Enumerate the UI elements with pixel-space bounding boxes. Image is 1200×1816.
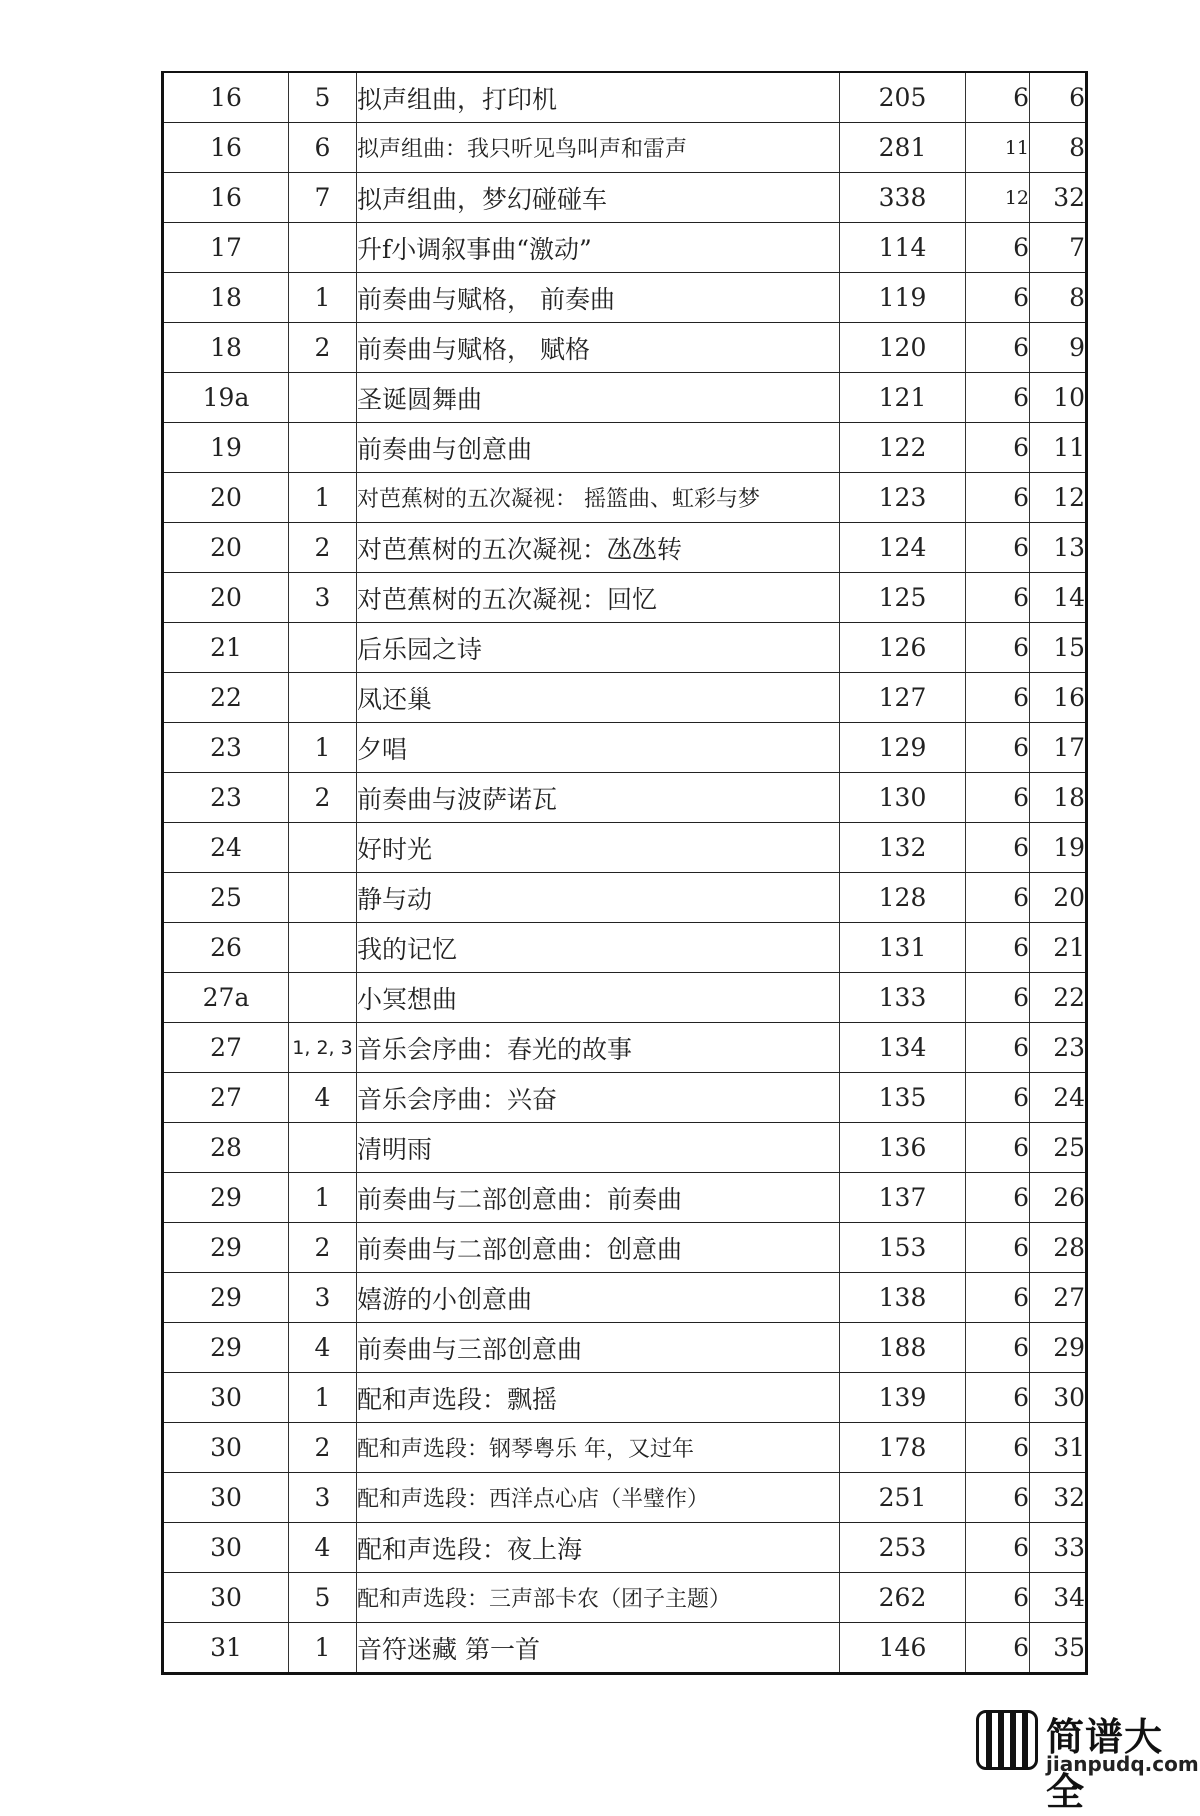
piece-number-cell	[289, 973, 357, 1023]
piece-number-cell	[289, 873, 357, 923]
count-cell: 6	[966, 1273, 1030, 1323]
opus-number-cell: 31	[163, 1623, 289, 1674]
opus-number-cell: 29	[163, 1273, 289, 1323]
table-row	[163, 423, 1087, 473]
page-number-cell: 15	[1030, 623, 1087, 673]
opus-number-cell: 17	[163, 223, 289, 273]
title-cell: 前奏曲与赋格， 前奏曲	[357, 273, 840, 323]
opus-number-cell: 24	[163, 823, 289, 873]
table-row	[163, 123, 1087, 173]
count-cell: 11	[966, 123, 1030, 173]
opus-number-cell: 27	[163, 1073, 289, 1123]
page-number-cell: 25	[1030, 1123, 1087, 1173]
piece-number-cell	[289, 623, 357, 673]
piece-number-cell: 4	[289, 1073, 357, 1123]
table-row	[163, 223, 1087, 273]
count-cell: 6	[966, 273, 1030, 323]
catalog-id-cell: 135	[840, 1073, 966, 1123]
title-cell: 拟声组曲，梦幻碰碰车	[357, 173, 840, 223]
piece-number-cell	[289, 823, 357, 873]
catalog-id-cell: 132	[840, 823, 966, 873]
page-number-cell: 22	[1030, 973, 1087, 1023]
opus-number-cell: 28	[163, 1123, 289, 1173]
title-cell: 前奏曲与三部创意曲	[357, 1323, 840, 1373]
title-cell: 对芭蕉树的五次凝视： 摇篮曲、虹彩与梦	[357, 473, 840, 523]
page-number-cell: 35	[1030, 1623, 1087, 1674]
piece-number-cell: 3	[289, 573, 357, 623]
piano-keys-icon	[976, 1710, 1038, 1770]
table-row	[163, 1023, 1087, 1073]
catalog-sheet	[161, 71, 1088, 1675]
title-cell: 音乐会序曲：兴奋	[357, 1073, 840, 1123]
catalog-id-cell: 131	[840, 923, 966, 973]
opus-number-cell: 27a	[163, 973, 289, 1023]
catalog-id-cell: 126	[840, 623, 966, 673]
opus-number-cell: 30	[163, 1423, 289, 1473]
opus-number-cell: 30	[163, 1573, 289, 1623]
piece-number-cell: 3	[289, 1273, 357, 1323]
table-row	[163, 1523, 1087, 1573]
page-number-cell: 13	[1030, 523, 1087, 573]
catalog-id-cell: 114	[840, 223, 966, 273]
catalog-id-cell: 123	[840, 473, 966, 523]
page-number-cell: 24	[1030, 1073, 1087, 1123]
table-row	[163, 1223, 1087, 1273]
title-cell: 圣诞圆舞曲	[357, 373, 840, 423]
title-cell: 前奏曲与创意曲	[357, 423, 840, 473]
table-row	[163, 1073, 1087, 1123]
catalog-id-cell: 134	[840, 1023, 966, 1073]
title-cell: 音乐会序曲：春光的故事	[357, 1023, 840, 1073]
piece-number-cell: 5	[289, 72, 357, 123]
count-cell: 6	[966, 873, 1030, 923]
piece-number-cell: 1, 2, 3	[289, 1023, 357, 1073]
catalog-id-cell: 251	[840, 1473, 966, 1523]
catalog-id-cell: 188	[840, 1323, 966, 1373]
piece-number-cell	[289, 923, 357, 973]
title-cell: 清明雨	[357, 1123, 840, 1173]
title-cell: 前奏曲与二部创意曲：创意曲	[357, 1223, 840, 1273]
count-cell: 6	[966, 1423, 1030, 1473]
opus-number-cell: 19a	[163, 373, 289, 423]
page-number-cell: 7	[1030, 223, 1087, 273]
piece-number-cell: 2	[289, 523, 357, 573]
table-row	[163, 323, 1087, 373]
count-cell: 6	[966, 623, 1030, 673]
opus-number-cell: 20	[163, 473, 289, 523]
page-number-cell: 29	[1030, 1323, 1087, 1373]
catalog-rows	[163, 72, 1087, 1674]
title-cell: 我的记忆	[357, 923, 840, 973]
table-row	[163, 173, 1087, 223]
watermark-name: 简谱大全	[1046, 1715, 1164, 1814]
page-number-cell: 8	[1030, 123, 1087, 173]
opus-number-cell: 19	[163, 423, 289, 473]
opus-number-cell: 22	[163, 673, 289, 723]
catalog-id-cell: 133	[840, 973, 966, 1023]
opus-number-cell: 30	[163, 1473, 289, 1523]
page-number-cell: 27	[1030, 1273, 1087, 1323]
page-number-cell: 26	[1030, 1173, 1087, 1223]
piece-number-cell: 7	[289, 173, 357, 223]
catalog-id-cell: 153	[840, 1223, 966, 1273]
title-cell: 夕唱	[357, 723, 840, 773]
piece-number-cell	[289, 673, 357, 723]
title-cell: 配和声选段：钢琴粤乐 年，又过年	[357, 1423, 840, 1473]
page-number-cell: 14	[1030, 573, 1087, 623]
piece-number-cell	[289, 373, 357, 423]
opus-number-cell: 20	[163, 573, 289, 623]
table-row	[163, 1623, 1087, 1674]
piece-number-cell: 2	[289, 1423, 357, 1473]
table-row	[163, 1173, 1087, 1223]
watermark-logo	[976, 1706, 1199, 1814]
opus-number-cell: 25	[163, 873, 289, 923]
count-cell: 6	[966, 1173, 1030, 1223]
catalog-id-cell: 146	[840, 1623, 966, 1674]
opus-number-cell: 30	[163, 1523, 289, 1573]
page-number-cell: 20	[1030, 873, 1087, 923]
page-number-cell: 31	[1030, 1423, 1087, 1473]
catalog-id-cell: 124	[840, 523, 966, 573]
count-cell: 6	[966, 423, 1030, 473]
title-cell: 配和声选段：夜上海	[357, 1523, 840, 1573]
page-number-cell: 16	[1030, 673, 1087, 723]
table-row	[163, 1573, 1087, 1623]
opus-number-cell: 30	[163, 1373, 289, 1423]
count-cell: 6	[966, 373, 1030, 423]
catalog-id-cell: 130	[840, 773, 966, 823]
count-cell: 6	[966, 673, 1030, 723]
table-row	[163, 723, 1087, 773]
page-number-cell: 23	[1030, 1023, 1087, 1073]
catalog-id-cell: 128	[840, 873, 966, 923]
title-cell: 前奏曲与二部创意曲：前奏曲	[357, 1173, 840, 1223]
count-cell: 6	[966, 523, 1030, 573]
table-row	[163, 823, 1087, 873]
page-number-cell: 28	[1030, 1223, 1087, 1273]
count-cell: 6	[966, 573, 1030, 623]
title-cell: 音符迷藏 第一首	[357, 1623, 840, 1674]
table-row	[163, 773, 1087, 823]
table-row	[163, 1373, 1087, 1423]
title-cell: 前奏曲与赋格， 赋格	[357, 323, 840, 373]
table-row	[163, 1273, 1087, 1323]
catalog-id-cell: 253	[840, 1523, 966, 1573]
opus-number-cell: 23	[163, 723, 289, 773]
page-number-cell: 30	[1030, 1373, 1087, 1423]
opus-number-cell: 18	[163, 323, 289, 373]
table-row	[163, 1473, 1087, 1523]
page-number-cell: 12	[1030, 473, 1087, 523]
table-row	[163, 373, 1087, 423]
page-number-cell: 19	[1030, 823, 1087, 873]
piece-number-cell: 1	[289, 723, 357, 773]
title-cell: 前奏曲与波萨诺瓦	[357, 773, 840, 823]
count-cell: 6	[966, 823, 1030, 873]
page-number-cell: 33	[1030, 1523, 1087, 1573]
title-cell: 配和声选段：飘摇	[357, 1373, 840, 1423]
title-cell: 拟声组曲，打印机	[357, 72, 840, 123]
title-cell: 静与动	[357, 873, 840, 923]
table-row	[163, 873, 1087, 923]
page-number-cell: 11	[1030, 423, 1087, 473]
table-row	[163, 1423, 1087, 1473]
count-cell: 6	[966, 1023, 1030, 1073]
count-cell: 6	[966, 1373, 1030, 1423]
page-number-cell: 32	[1030, 173, 1087, 223]
opus-number-cell: 23	[163, 773, 289, 823]
title-cell: 好时光	[357, 823, 840, 873]
count-cell: 6	[966, 1473, 1030, 1523]
count-cell: 6	[966, 473, 1030, 523]
page-number-cell: 8	[1030, 273, 1087, 323]
opus-number-cell: 29	[163, 1223, 289, 1273]
table-row	[163, 573, 1087, 623]
piece-number-cell: 2	[289, 323, 357, 373]
count-cell: 6	[966, 1323, 1030, 1373]
table-row	[163, 273, 1087, 323]
piece-number-cell: 3	[289, 1473, 357, 1523]
piece-number-cell: 4	[289, 1323, 357, 1373]
piece-number-cell: 1	[289, 1623, 357, 1674]
opus-number-cell: 29	[163, 1173, 289, 1223]
count-cell: 6	[966, 1623, 1030, 1674]
count-cell: 6	[966, 223, 1030, 273]
piece-number-cell: 2	[289, 1223, 357, 1273]
table-row	[163, 1123, 1087, 1173]
title-cell: 小冥想曲	[357, 973, 840, 1023]
piece-number-cell: 2	[289, 773, 357, 823]
page-number-cell: 34	[1030, 1573, 1087, 1623]
count-cell: 6	[966, 1223, 1030, 1273]
page-number-cell: 9	[1030, 323, 1087, 373]
count-cell: 12	[966, 173, 1030, 223]
table-row	[163, 473, 1087, 523]
title-cell: 配和声选段：西洋点心店（半璧作）	[357, 1473, 840, 1523]
watermark-url: jianpudq.com	[1046, 1752, 1199, 1776]
piece-number-cell: 1	[289, 473, 357, 523]
piece-number-cell: 4	[289, 1523, 357, 1573]
table-row	[163, 523, 1087, 573]
catalog-id-cell: 205	[840, 72, 966, 123]
opus-number-cell: 26	[163, 923, 289, 973]
catalog-id-cell: 178	[840, 1423, 966, 1473]
catalog-id-cell: 139	[840, 1373, 966, 1423]
count-cell: 6	[966, 723, 1030, 773]
catalog-table	[161, 71, 1088, 1675]
count-cell: 6	[966, 323, 1030, 373]
opus-number-cell: 21	[163, 623, 289, 673]
count-cell: 6	[966, 973, 1030, 1023]
table-row	[163, 1323, 1087, 1373]
catalog-id-cell: 120	[840, 323, 966, 373]
page-number-cell: 6	[1030, 72, 1087, 123]
opus-number-cell: 16	[163, 72, 289, 123]
table-row	[163, 973, 1087, 1023]
catalog-id-cell: 122	[840, 423, 966, 473]
title-cell: 嬉游的小创意曲	[357, 1273, 840, 1323]
count-cell: 6	[966, 923, 1030, 973]
opus-number-cell: 29	[163, 1323, 289, 1373]
piece-number-cell: 1	[289, 273, 357, 323]
title-cell: 凤还巢	[357, 673, 840, 723]
title-cell: 配和声选段：三声部卡农（团子主题）	[357, 1573, 840, 1623]
count-cell: 6	[966, 1523, 1030, 1573]
title-cell: 拟声组曲：我只听见鸟叫声和雷声	[357, 123, 840, 173]
catalog-id-cell: 125	[840, 573, 966, 623]
title-cell: 后乐园之诗	[357, 623, 840, 673]
catalog-id-cell: 129	[840, 723, 966, 773]
title-cell: 对芭蕉树的五次凝视：回忆	[357, 573, 840, 623]
page-number-cell: 18	[1030, 773, 1087, 823]
catalog-id-cell: 338	[840, 173, 966, 223]
title-cell: 对芭蕉树的五次凝视：氹氹转	[357, 523, 840, 573]
piece-number-cell	[289, 423, 357, 473]
page-number-cell: 17	[1030, 723, 1087, 773]
opus-number-cell: 18	[163, 273, 289, 323]
page-number-cell: 10	[1030, 373, 1087, 423]
catalog-id-cell: 138	[840, 1273, 966, 1323]
catalog-id-cell: 262	[840, 1573, 966, 1623]
table-row	[163, 623, 1087, 673]
opus-number-cell: 20	[163, 523, 289, 573]
count-cell: 6	[966, 773, 1030, 823]
piece-number-cell: 1	[289, 1373, 357, 1423]
table-row	[163, 72, 1087, 123]
catalog-id-cell: 119	[840, 273, 966, 323]
piece-number-cell: 5	[289, 1573, 357, 1623]
piece-number-cell	[289, 223, 357, 273]
title-cell: 升f小调叙事曲“激动”	[357, 223, 840, 273]
catalog-id-cell: 137	[840, 1173, 966, 1223]
count-cell: 6	[966, 1123, 1030, 1173]
piece-number-cell: 1	[289, 1173, 357, 1223]
table-row	[163, 923, 1087, 973]
piece-number-cell	[289, 1123, 357, 1173]
table-row	[163, 673, 1087, 723]
page-number-cell: 32	[1030, 1473, 1087, 1523]
catalog-id-cell: 136	[840, 1123, 966, 1173]
catalog-id-cell: 127	[840, 673, 966, 723]
count-cell: 6	[966, 1573, 1030, 1623]
catalog-id-cell: 281	[840, 123, 966, 173]
opus-number-cell: 27	[163, 1023, 289, 1073]
piece-number-cell: 6	[289, 123, 357, 173]
count-cell: 6	[966, 1073, 1030, 1123]
count-cell: 6	[966, 72, 1030, 123]
catalog-id-cell: 121	[840, 373, 966, 423]
page-number-cell: 21	[1030, 923, 1087, 973]
opus-number-cell: 16	[163, 123, 289, 173]
opus-number-cell: 16	[163, 173, 289, 223]
